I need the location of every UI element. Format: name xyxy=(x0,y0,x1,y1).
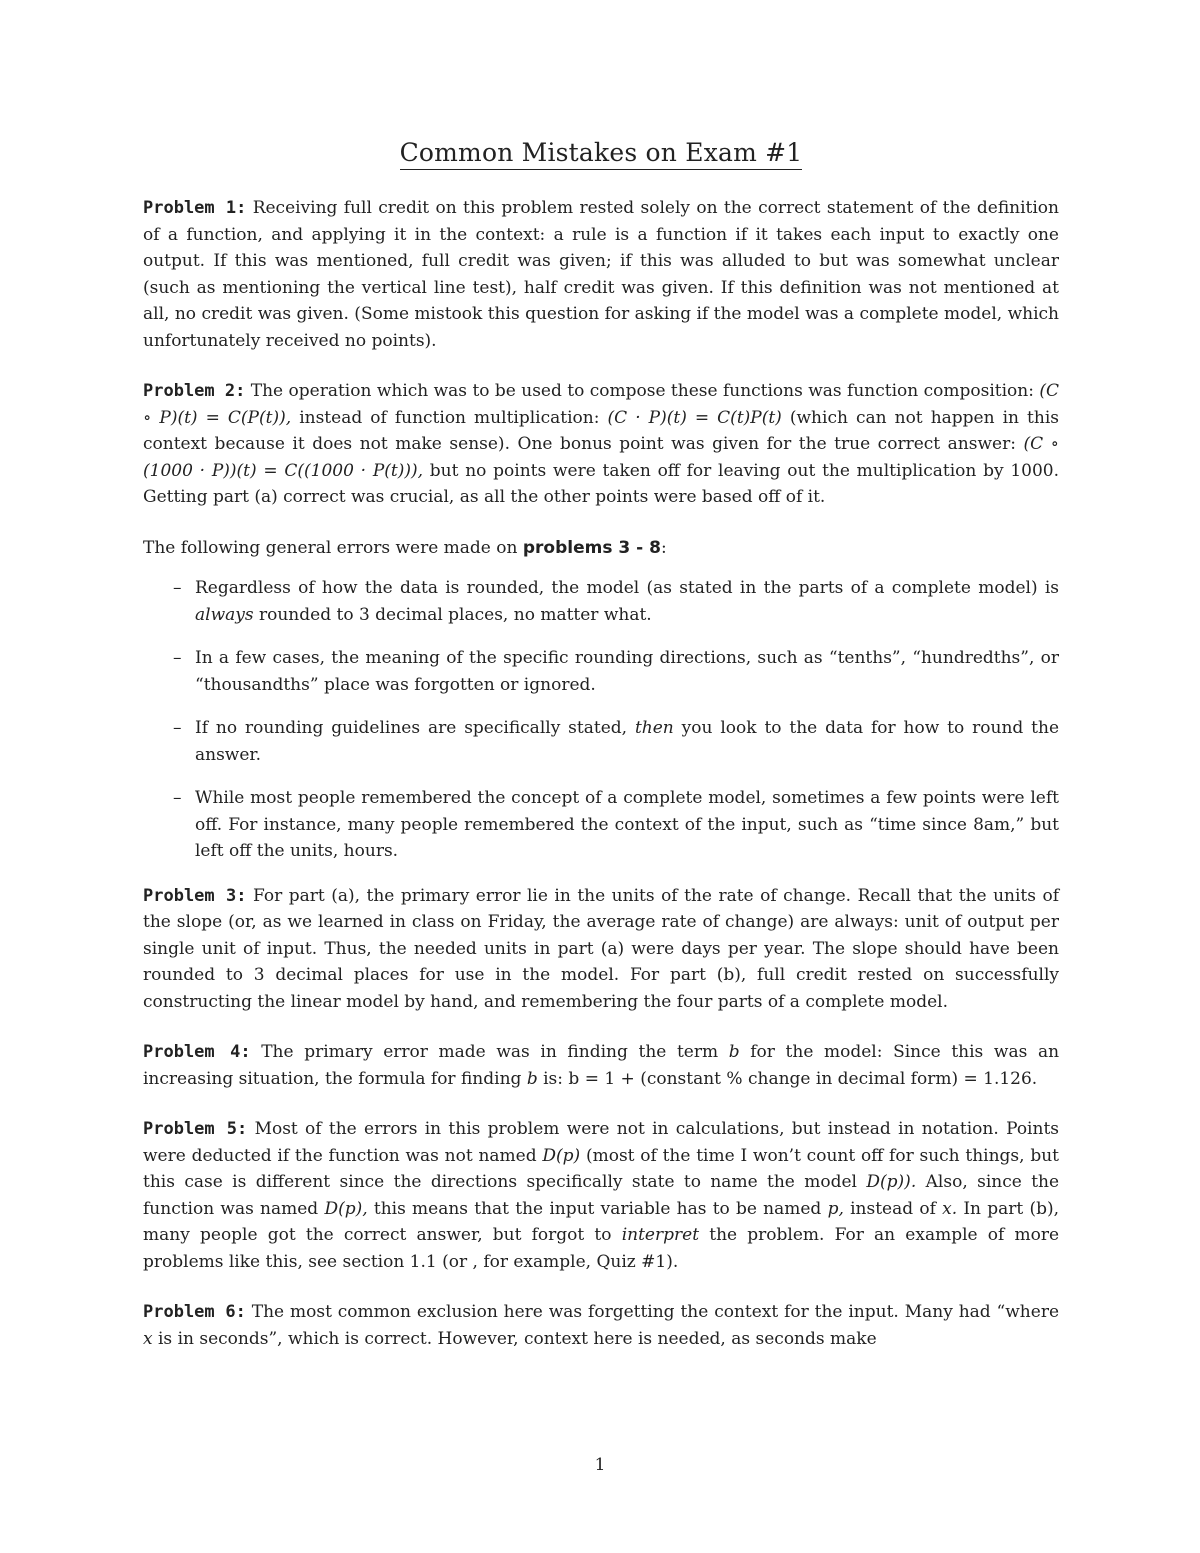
growth-factor-formula: b = 1 + (constant % change in decimal form) = 1.126. xyxy=(568,1068,1038,1089)
page-number: 1 xyxy=(594,1455,606,1475)
general-errors-list xyxy=(143,575,1059,865)
composition-formula: (C ∘ P)(t) = C(P(t)), xyxy=(143,381,1060,428)
problem-6-label: Problem 6: xyxy=(143,1302,246,1322)
problems-range: problems 3 - 8 xyxy=(522,537,661,558)
problem-4-paragraph: Problem 4: The primary error made was in finding the term b for the model: Since this was an increasing situation, the formula for finding b is: b = 1 + (constant % change in decimal form) = 1.126. xyxy=(143,1042,1060,1089)
general-intro-colon: : xyxy=(660,537,667,558)
problem-5-paragraph: Problem 5: Most of the errors in this problem were not in calculations, but instead in notation. Points were deducted if the function was not named D(p) (most of the time I won’t count off for such things, but this case is different since the directions specifically state to name the model D(p)). Also, since the function was named D(p), this means that the input variable has to be named p, instead of x. In part (b), many people got the correct answer, but forgot to interpret the problem. For an example of more problems like this, see section 1.1 (or , for example, Quiz #1). xyxy=(143,1119,1060,1272)
function-name-dp: D(p), xyxy=(324,1198,368,1219)
list-item: – In a few cases, the meaning of the specific rounding directions, such as “tenths”, “hundredths”, or “thousandths” place was forgotten or ignored. xyxy=(143,645,1059,698)
page-title: Common Mistakes on Exam #1 xyxy=(143,138,1059,167)
problem-3-text: For part (a), the primary error lie in the units of the rate of change. Recall that the units of the slope (or, as we learned in class on Friday, the average rate of change) are always: unit of output per single unit of input. Thus, the needed units in part (a) were days per year. The slope should have been rounded to 3 decimal places for use in the model. For part (b), full credit rested on successfully constructing the linear model by hand, and remembering the four parts of a complete model. xyxy=(143,885,1059,1012)
emphasis-always: always xyxy=(195,604,254,625)
bonus-formula: (C ∘ (1000 · P))(t) = C((1000 · P(t))), xyxy=(143,434,1060,481)
problem-3-label: Problem 3: xyxy=(143,885,247,906)
dash-bullet: – xyxy=(173,718,182,738)
document-page xyxy=(143,138,1059,1376)
variable-x: x xyxy=(143,1328,153,1349)
dash-bullet: – xyxy=(173,788,182,808)
variable-b: b xyxy=(728,1042,740,1062)
list-item: – Regardless of how the data is rounded, the model (as stated in the parts of a complete model) is always rounded to 3 decimal places, no matter what. xyxy=(143,575,1059,628)
variable-p: p, xyxy=(827,1198,844,1219)
problem-1-label: Problem 1: xyxy=(143,198,247,218)
problem-3-paragraph xyxy=(143,883,1059,1016)
multiplication-formula: (C · P)(t) = C(t)P(t) xyxy=(607,407,782,428)
emphasis-then: then xyxy=(634,718,674,738)
dash-bullet: – xyxy=(173,578,182,598)
problem-2-text-4: but no points were taken off for leaving out the multiplication by 1000. Getting part (a) correct was crucial, as all the other points were based off of it. xyxy=(143,460,1059,507)
problem-2-text-2: instead of function multiplication: xyxy=(299,407,600,428)
problem-2-label: Problem 2: xyxy=(143,381,246,401)
problem-6-paragraph: Problem 6: The most common exclusion here was forgetting the context for the input. Many had “where x is in seconds”, which is correct. However, context here is needed, as seconds make xyxy=(143,1302,1059,1349)
function-name-dp: D(p)). xyxy=(866,1172,917,1192)
general-intro-text: The following general errors were made on xyxy=(143,537,518,558)
problem-2-paragraph xyxy=(143,378,1059,511)
problem-4-label: Problem 4: xyxy=(143,1042,251,1062)
variable-x: x. xyxy=(942,1198,958,1219)
problem-2-text-3: (which can not happen in this context because it does not make sense). One bonus point was given for the true correct answer: xyxy=(143,407,1059,454)
list-item: – If no rounding guidelines are specifically stated, then you look to the data for how to round the answer. xyxy=(143,715,1059,768)
problem-2-text-1: The operation which was to be used to compose these functions was function composition: xyxy=(250,381,1034,401)
problem-1-paragraph xyxy=(143,195,1059,354)
problem-1-text: Receiving full credit on this problem rested solely on the correct statement of the definition of a function, and applying it in the context: a rule is a function if it takes each input to exactly one output. If this was mentioned, full credit was given; if this was alluded to but was somewhat unclear (such as mentioning the vertical line test), half credit was given. If this definition was not mentioned at all, no credit was given. (Some mistook this question for asking if the model was a complete model, which unfortunately received no points). xyxy=(143,198,1059,351)
problem-5-label: Problem 5: xyxy=(143,1119,248,1139)
general-errors-intro xyxy=(143,535,1059,562)
list-item: – While most people remembered the concept of a complete model, sometimes a few points were left off. For instance, many people remembered the context of the input, such as “time since 8am,” but left off the units, hours. xyxy=(143,785,1059,865)
variable-b: b xyxy=(526,1068,538,1089)
function-name-dp: D(p) xyxy=(542,1145,581,1166)
dash-bullet: – xyxy=(173,648,182,668)
emphasis-interpret: interpret xyxy=(621,1225,700,1245)
